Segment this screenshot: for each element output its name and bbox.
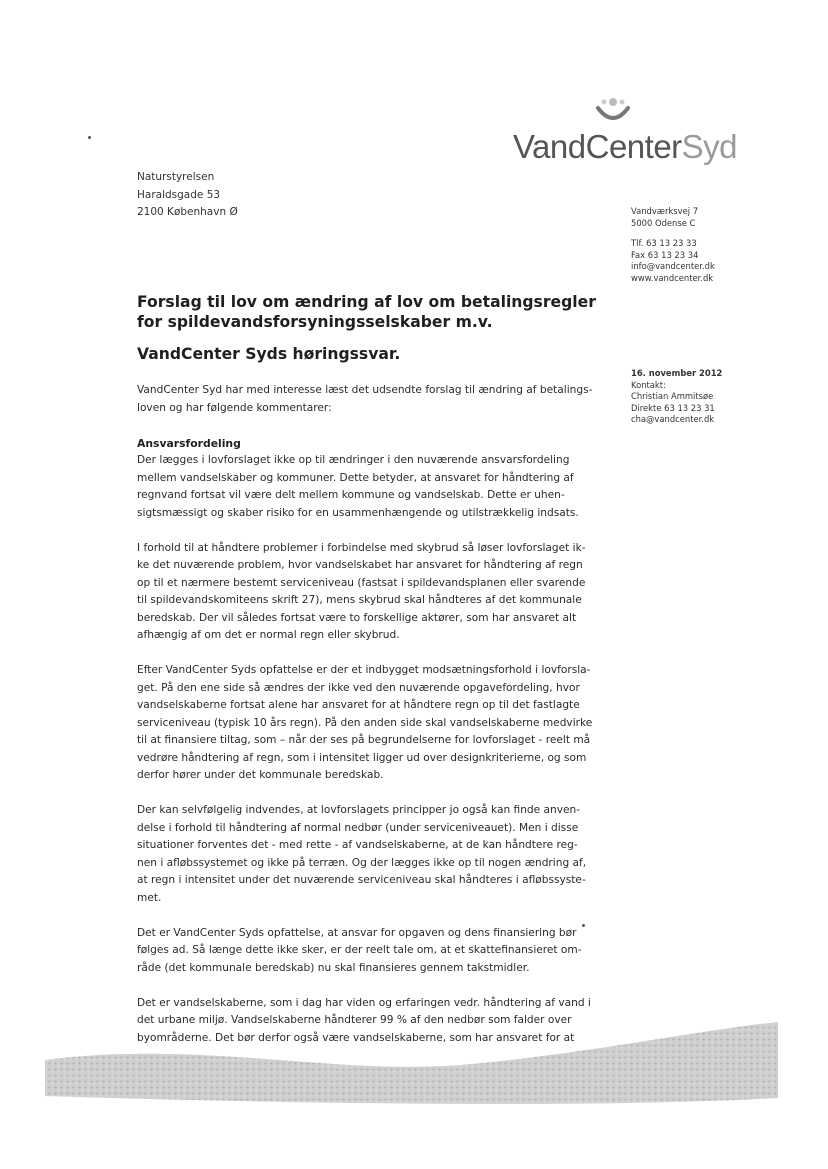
sender-address-line: 5000 Odense C <box>631 217 696 228</box>
contact-name: Christian Ammitsøe <box>631 391 714 402</box>
contact-label: Kontakt: <box>631 379 666 390</box>
sender-address-line: Vandværksvej 7 <box>631 206 699 216</box>
contact-direct-phone: Direkte 63 13 23 31 <box>631 402 715 413</box>
recipient-line: 2100 København Ø <box>137 206 238 218</box>
body-paragraph: Der kan selvfølgelig indvendes, at lovforslagets principper jo også kan finde anven- delse i forhold til håndtering af normal nedbør (under serviceniveauet). Men i disse situationer forventes det - med rette - af vandselskaberne, at de kan håndtere reg- nen i afløbssystemet og ikke på terræn. Og der lægges ikke op til nogen ændring af, at regn i intensitet under det nuværende serviceniveau skal håndteres i afløbssyste- met. <box>137 804 587 904</box>
sender-website: www.vandcenter.dk <box>631 272 714 283</box>
logo-brand-main: VandCenter <box>513 128 682 165</box>
sender-email: info@vandcenter.dk <box>631 261 715 272</box>
letter-date: 16. november 2012 <box>631 368 723 378</box>
scan-speck <box>88 136 91 139</box>
logo-brand-suffix: Syd <box>681 128 738 165</box>
letter-body <box>137 382 597 1065</box>
body-paragraph: Det er vandselskaberne, som i dag har viden og erfaringen vedr. håndtering af vand i det urbane miljø. Vandselskaberne håndterer 99 % af den nedbør som falder over byområderne. Det bør derfor også være vandselskaberne, som har ansvaret for at <box>137 996 591 1044</box>
sender-info <box>631 206 715 285</box>
document-title: Forslag til lov om ændring af lov om betalingsregler for spildevandsforsyningsselskaber m.v. <box>137 293 596 331</box>
intro-paragraph: VandCenter Syd har med interesse læst det udsendte forslag til ændring af betalings- loven og har følgende kommentarer: <box>137 384 593 414</box>
body-paragraph: I forhold til at håndtere problemer i forbindelse med skybrud så løser lovforslaget ik- ke det nuværende problem, hvor vandselskabet har ansvaret for håndtering af regn op til et nærmere bestemt serviceniveau (fastsat i spildevandsplanen eller svarende til spildevandskomiteens skrift 27), mens skybrud skal håndteres af det kommunale beredskab. Der vil således fortsat være to forskellige aktører, som har ansvaret alt afhængig af om det er normal regn eller skybrud. <box>137 541 586 641</box>
company-logo <box>513 128 737 166</box>
body-paragraph: Efter VandCenter Syds opfattelse er der et indbygget modsætningsforhold i lovforsla- get. På den ene side så ændres der ikke ved den nuværende opgavefordeling, hvor vandselskaberne fortsat alene har ansvaret for at håndtere regn op til det fastlagte serviceniveau (typisk 10 års regn). På den anden side skal vandselskaberne medvirke til at finansiere tiltag, som – når der ses på begrundelserne for lovforslaget - reelt må vedrøre håndtering af regn, som i intensitet ligger ud over designkriterierne, og som derfor hører under det kommunale beredskab. <box>137 664 593 781</box>
section-heading: Ansvarsfordeling <box>137 436 241 450</box>
recipient-line: Naturstyrelsen <box>137 171 215 183</box>
sender-fax: Fax 63 13 23 34 <box>631 249 699 260</box>
scan-speck <box>582 924 585 927</box>
letter-meta <box>631 368 722 426</box>
recipient-line: Haraldsgade 53 <box>137 188 221 201</box>
document-subtitle: VandCenter Syds høringssvar. <box>137 345 401 363</box>
body-paragraph: Der lægges i lovforslaget ikke op til ændringer i den nuværende ansvarsfordeling mellem vandselskaber og kommuner. Dette betyder, at ansvaret for håndtering af regnvand fortsat vil være delt mellem kommune og vandselskab. Dette er uhen- sigtsmæssigt og skaber risiko for en usammenhængende og utilstrækkelig indsats. <box>137 454 579 519</box>
sender-phone: Tlf. 63 13 23 33 <box>631 238 697 249</box>
body-paragraph: Det er VandCenter Syds opfattelse, at ansvar for opgaven og dens finansiering bør følges ad. Så længe dette ikke sker, er der reelt tale om, at et skattefinansieret om- råde (det kommunale beredskab) nu skal finansieres gennem takstmidler. <box>137 926 582 974</box>
recipient-address <box>137 169 238 222</box>
footer-wave-decoration <box>0 1020 828 1120</box>
contact-email: cha@vandcenter.dk <box>631 414 715 425</box>
